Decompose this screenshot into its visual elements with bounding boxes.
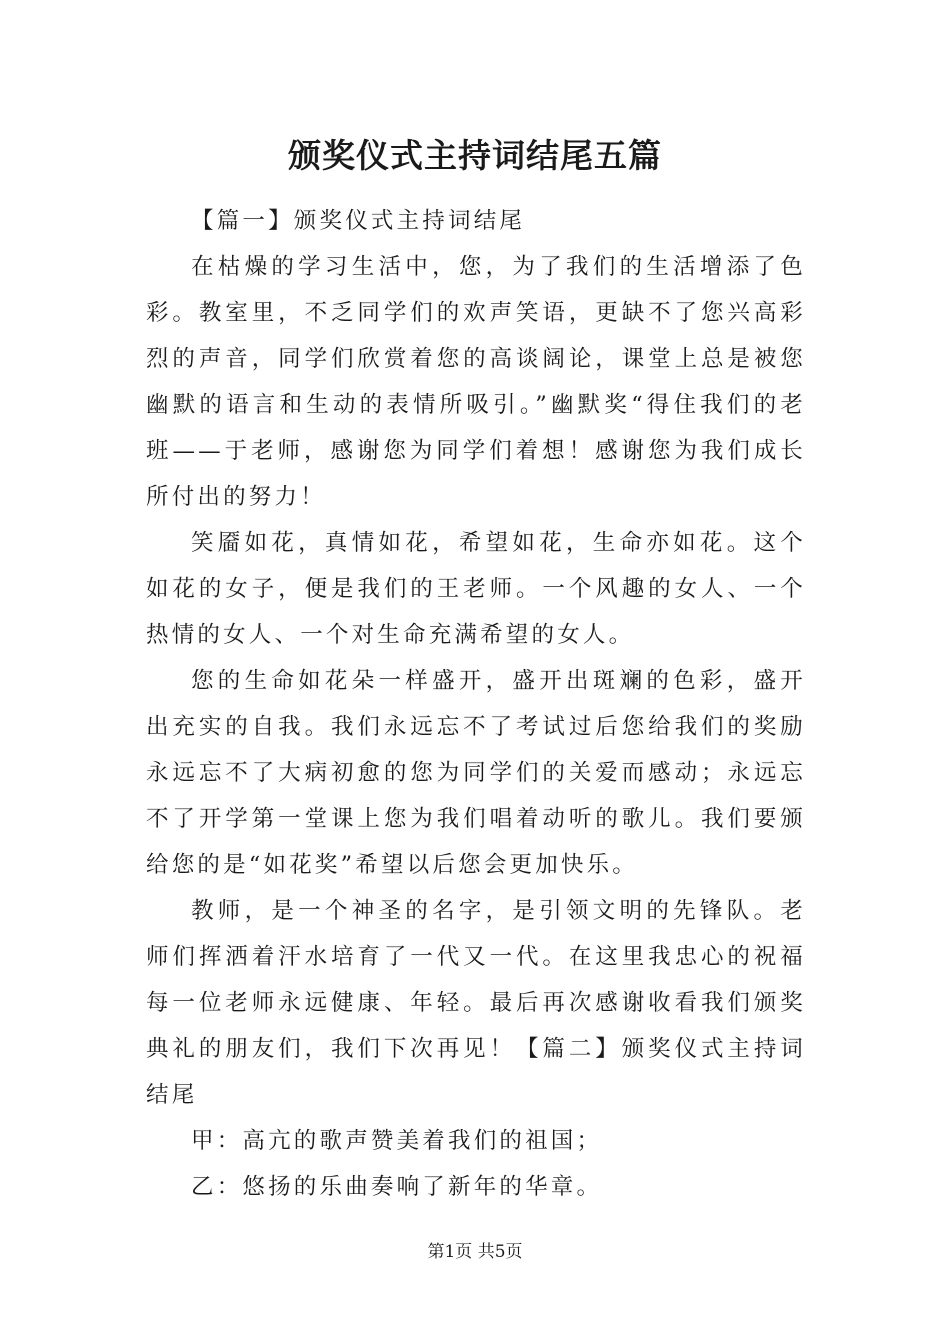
dialogue-line: 乙：悠扬的乐曲奏响了新年的华章。 [191, 1174, 603, 1200]
page-number-footer: 第1页 共5页 [427, 1242, 523, 1262]
document-title: 颁奖仪式主持词结尾五篇 [288, 136, 662, 175]
document-body [146, 198, 806, 1210]
paragraph: 教师，是一个神圣的名字，是引领文明的先锋队。老师们挥洒着汗水培育了一代又一代。在这里我忠心的祝福每一位老师永远健康、年轻。最后再次感谢收看我们颁奖典礼的朋友们，我们下次再见！【篇二】颁奖仪式主持词结尾 [146, 898, 806, 1108]
paragraph: 在枯燥的学习生活中，您，为了我们的生活增添了色彩。教室里，不乏同学们的欢声笑语，更缺不了您兴高彩烈的声音，同学们欣赏着您的高谈阔论，课堂上总是被您幽默的语言和生动的表情所吸引。”幽默奖“得住我们的老班——于老师，感谢您为同学们着想！感谢您为我们成长所付出的努力！ [146, 254, 806, 510]
paragraph: 笑靥如花，真情如花，希望如花，生命亦如花。这个如花的女子，便是我们的王老师。一个风趣的女人、一个热情的女人、一个对生命充满希望的女人。 [146, 530, 806, 648]
section-heading-1: 【篇一】颁奖仪式主持词结尾 [191, 208, 526, 234]
paragraph: 您的生命如花朵一样盛开，盛开出斑斓的色彩，盛开出充实的自我。我们永远忘不了考试过后您给我们的奖励永远忘不了大病初愈的您为同学们的关爱而感动；永远忘不了开学第一堂课上您为我们唱着动听的歌儿。我们要颁给您的是“如花奖”希望以后您会更加快乐。 [146, 668, 806, 878]
dialogue-line: 甲：高亢的歌声赞美着我们的祖国； [191, 1128, 603, 1154]
